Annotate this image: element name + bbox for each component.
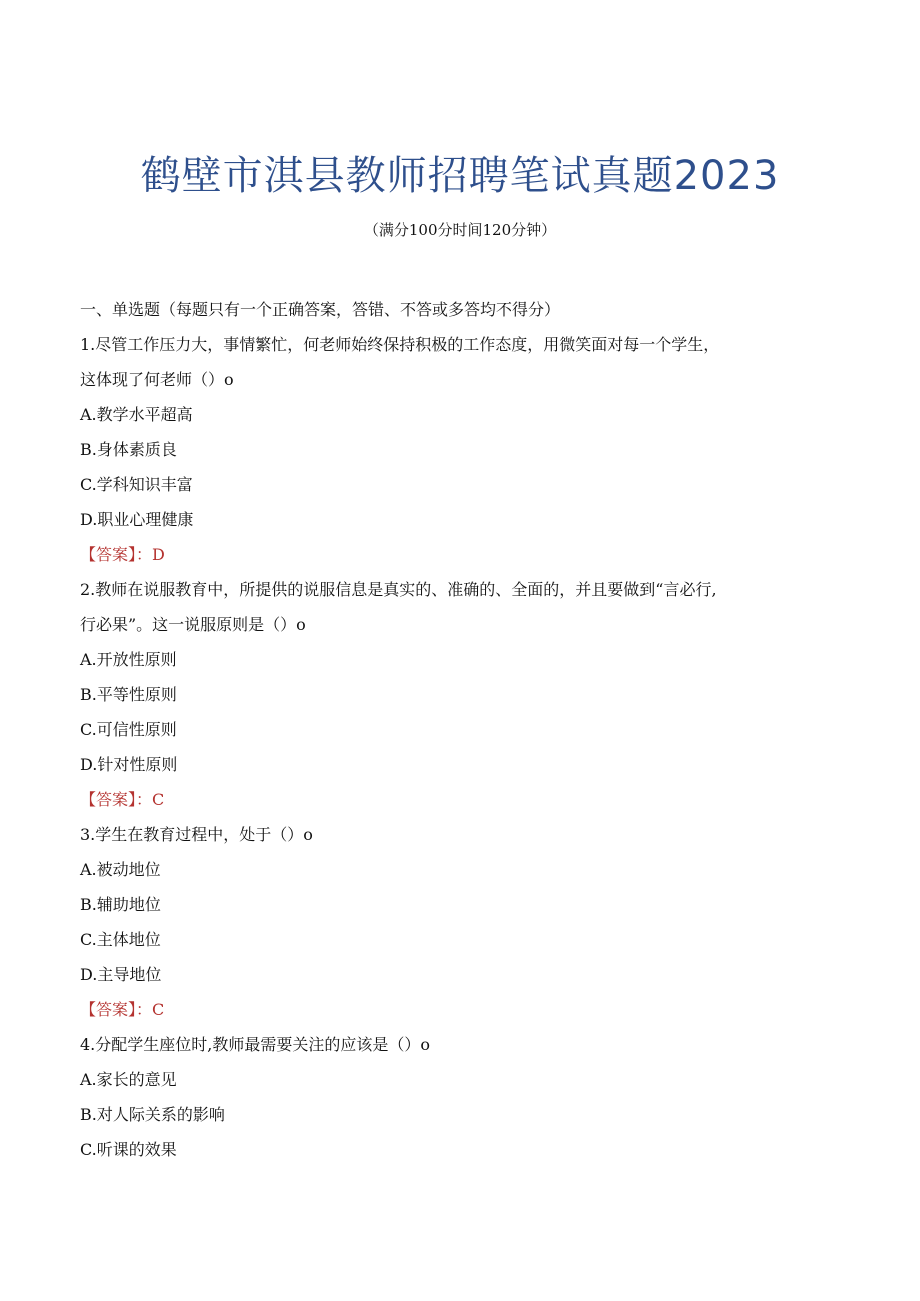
option-a: A.教学水平超高	[80, 405, 193, 424]
option-c: C.可信性原则	[80, 720, 177, 739]
document-body	[80, 292, 840, 1167]
question-stem: 3.学生在教育过程中，处于（）o	[80, 825, 313, 844]
option-d: D.职业心理健康	[80, 510, 194, 529]
option-b: B.身体素质良	[80, 440, 177, 459]
question-1	[80, 327, 840, 572]
option-d: D.针对性原则	[80, 755, 178, 774]
option-a: A.家长的意见	[80, 1070, 177, 1089]
answer-label: 【答案】：C	[80, 790, 165, 809]
answer-label: 【答案】：C	[80, 1000, 165, 1019]
option-a: A.开放性原则	[80, 650, 177, 669]
question-stem: 这体现了何老师（）o	[80, 370, 234, 389]
question-stem: 1.尽管工作压力大，事情繁忙，何老师始终保持积极的工作态度，用微笑面对每一个学生，	[80, 335, 720, 354]
question-3	[80, 817, 840, 1027]
option-b: B.对人际关系的影响	[80, 1105, 225, 1124]
option-c: C.主体地位	[80, 930, 161, 949]
question-4	[80, 1027, 840, 1167]
document-title: 鹤壁市淇县教师招聘笔试真题2023	[140, 153, 780, 199]
answer-label: 【答案】：D	[80, 545, 165, 564]
question-stem: 4.分配学生座位时,教师最需要关注的应该是（）o	[80, 1035, 430, 1054]
option-b: B.平等性原则	[80, 685, 177, 704]
option-b: B.辅助地位	[80, 895, 161, 914]
option-c: C.学科知识丰富	[80, 475, 193, 494]
section-heading: 一、单选题（每题只有一个正确答案，答错、不答或多答均不得分）	[80, 300, 561, 319]
question-stem: 行必果”。这一说服原则是（）o	[80, 615, 306, 634]
question-stem: 2.教师在说服教育中，所提供的说服信息是真实的、准确的、全面的，并且要做到“言必行,	[80, 580, 717, 599]
option-c: C.听课的效果	[80, 1140, 177, 1159]
option-a: A.被动地位	[80, 860, 161, 879]
option-d: D.主导地位	[80, 965, 162, 984]
document-subtitle: （满分100分时间120分钟）	[363, 221, 557, 239]
question-2	[80, 572, 840, 817]
